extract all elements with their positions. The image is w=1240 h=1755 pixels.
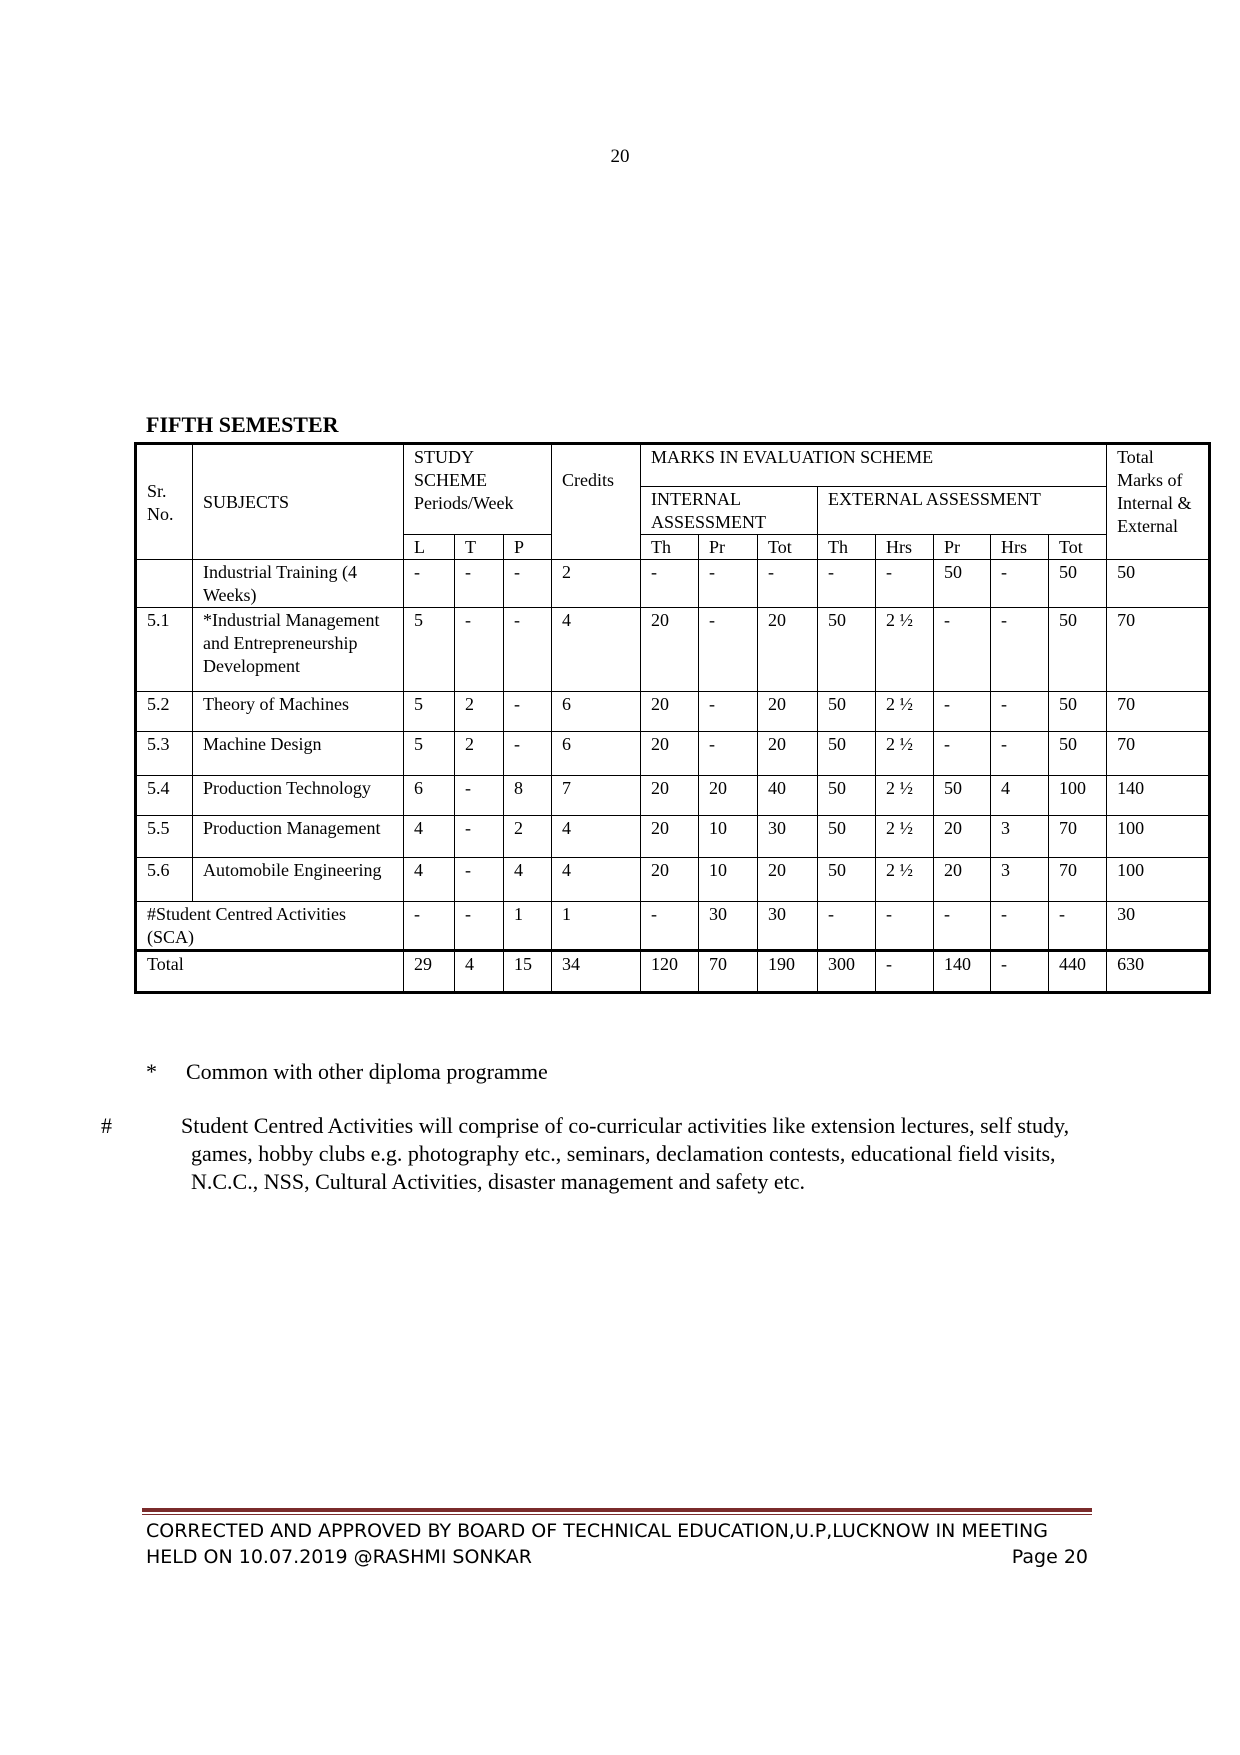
cell-subject: Production Technology bbox=[193, 776, 404, 816]
header-sr-no: Sr. No. bbox=[136, 444, 193, 560]
header-l: L bbox=[404, 535, 455, 560]
cell-int-th: 20 bbox=[641, 858, 699, 902]
cell-int-pr: 10 bbox=[699, 858, 758, 902]
header-p: P bbox=[504, 535, 552, 560]
cell-ext-pr: 140 bbox=[934, 951, 991, 993]
cell-ext-hrs: 2 ½ bbox=[876, 816, 934, 858]
section-title: FIFTH SEMESTER bbox=[146, 412, 339, 437]
cell-credits: 4 bbox=[552, 858, 641, 902]
cell-ext-hrs: 2 ½ bbox=[876, 608, 934, 692]
cell-subject: #Student Centred Activities (SCA) bbox=[136, 902, 404, 951]
cell-ext-th: - bbox=[818, 560, 876, 608]
header-row-1 bbox=[136, 444, 1210, 487]
header-subjects: SUBJECTS bbox=[193, 444, 404, 560]
cell-total: 70 bbox=[1107, 692, 1210, 732]
cell-int-tot: 30 bbox=[758, 902, 818, 951]
cell-l: - bbox=[404, 560, 455, 608]
cell-ext-th: 50 bbox=[818, 858, 876, 902]
cell-int-th: 20 bbox=[641, 608, 699, 692]
cell-ext-tot: 50 bbox=[1049, 732, 1107, 776]
cell-credits: 6 bbox=[552, 692, 641, 732]
cell-subject: Industrial Training (4 Weeks) bbox=[193, 560, 404, 608]
cell-ext-tot: 50 bbox=[1049, 692, 1107, 732]
header-study-scheme: STUDY SCHEME Periods/Week bbox=[404, 444, 552, 535]
cell-p: - bbox=[504, 692, 552, 732]
cell-subject: Theory of Machines bbox=[193, 692, 404, 732]
cell-ext-hrs: 2 ½ bbox=[876, 732, 934, 776]
cell-l: 6 bbox=[404, 776, 455, 816]
cell-ext-hrs: 2 ½ bbox=[876, 858, 934, 902]
cell-credits: 4 bbox=[552, 608, 641, 692]
cell-int-th: 20 bbox=[641, 816, 699, 858]
cell-subject: *Industrial Management and Entrepreneurship Development bbox=[193, 608, 404, 692]
note-text: Common with other diploma programme bbox=[186, 1059, 548, 1084]
cell-int-th: 20 bbox=[641, 776, 699, 816]
cell-ext-th: - bbox=[818, 902, 876, 951]
cell-int-tot: 30 bbox=[758, 816, 818, 858]
cell-int-pr: 30 bbox=[699, 902, 758, 951]
cell-credits: 2 bbox=[552, 560, 641, 608]
cell-sr-no: 5.4 bbox=[136, 776, 193, 816]
cell-int-pr: 70 bbox=[699, 951, 758, 993]
table-row bbox=[136, 608, 1210, 692]
cell-ext-pr-hrs: - bbox=[991, 951, 1049, 993]
cell-sr-no: 5.1 bbox=[136, 608, 193, 692]
cell-l: 5 bbox=[404, 732, 455, 776]
cell-t: - bbox=[455, 858, 504, 902]
cell-total: 70 bbox=[1107, 608, 1210, 692]
cell-p: - bbox=[504, 608, 552, 692]
cell-total: 70 bbox=[1107, 732, 1210, 776]
table-row bbox=[136, 560, 1210, 608]
cell-sr-no: 5.2 bbox=[136, 692, 193, 732]
note-common bbox=[146, 1058, 548, 1086]
cell-ext-pr-hrs: - bbox=[991, 732, 1049, 776]
cell-l: - bbox=[404, 902, 455, 951]
cell-int-th: 20 bbox=[641, 692, 699, 732]
header-int-pr: Pr bbox=[699, 535, 758, 560]
footer-page-label: Page 20 bbox=[1011, 1546, 1088, 1568]
cell-t: - bbox=[455, 560, 504, 608]
cell-ext-pr-hrs: 3 bbox=[991, 816, 1049, 858]
footer-rule bbox=[142, 1508, 1092, 1515]
footer-line-2: HELD ON 10.07.2019 @RASHMI SONKAR bbox=[146, 1546, 532, 1568]
cell-ext-pr-hrs: - bbox=[991, 560, 1049, 608]
cell-sr-no: 5.6 bbox=[136, 858, 193, 902]
cell-total: 50 bbox=[1107, 560, 1210, 608]
cell-int-tot: 20 bbox=[758, 858, 818, 902]
cell-credits: 7 bbox=[552, 776, 641, 816]
cell-ext-th: 50 bbox=[818, 776, 876, 816]
cell-ext-pr: 20 bbox=[934, 858, 991, 902]
cell-sr-no: 5.5 bbox=[136, 816, 193, 858]
cell-p: - bbox=[504, 732, 552, 776]
cell-int-th: 20 bbox=[641, 732, 699, 776]
cell-subject: Machine Design bbox=[193, 732, 404, 776]
cell-ext-th: 50 bbox=[818, 608, 876, 692]
cell-ext-pr-hrs: - bbox=[991, 608, 1049, 692]
cell-p: - bbox=[504, 560, 552, 608]
cell-ext-hrs: - bbox=[876, 951, 934, 993]
cell-t: - bbox=[455, 816, 504, 858]
cell-ext-th: 50 bbox=[818, 692, 876, 732]
cell-ext-tot: 50 bbox=[1049, 560, 1107, 608]
cell-ext-th: 50 bbox=[818, 732, 876, 776]
cell-int-tot: 20 bbox=[758, 732, 818, 776]
table-row bbox=[136, 732, 1210, 776]
cell-int-pr: 20 bbox=[699, 776, 758, 816]
cell-ext-pr: - bbox=[934, 732, 991, 776]
cell-ext-pr: - bbox=[934, 692, 991, 732]
cell-ext-pr-hrs: 3 bbox=[991, 858, 1049, 902]
evaluation-scheme-table bbox=[134, 442, 1211, 994]
header-total-marks: Total Marks of Internal & External bbox=[1107, 444, 1210, 560]
note-sca bbox=[101, 1112, 1086, 1196]
cell-l: 4 bbox=[404, 858, 455, 902]
cell-total-label: Total bbox=[136, 951, 404, 993]
cell-ext-pr: - bbox=[934, 902, 991, 951]
cell-total: 30 bbox=[1107, 902, 1210, 951]
cell-sr-no: 5.3 bbox=[136, 732, 193, 776]
cell-t: 2 bbox=[455, 732, 504, 776]
page-number: 20 bbox=[610, 146, 630, 167]
cell-p: 4 bbox=[504, 858, 552, 902]
cell-ext-tot: 50 bbox=[1049, 608, 1107, 692]
cell-ext-hrs: 2 ½ bbox=[876, 692, 934, 732]
cell-subject: Automobile Engineering bbox=[193, 858, 404, 902]
header-t: T bbox=[455, 535, 504, 560]
cell-l: 4 bbox=[404, 816, 455, 858]
footer-line-1: CORRECTED AND APPROVED BY BOARD OF TECHNICAL EDUCATION,U.P,LUCKNOW IN MEETING bbox=[146, 1520, 1048, 1542]
cell-t: - bbox=[455, 776, 504, 816]
header-ext-th: Th bbox=[818, 535, 876, 560]
cell-int-pr: 10 bbox=[699, 816, 758, 858]
note-symbol: # bbox=[101, 1113, 112, 1138]
cell-int-pr: - bbox=[699, 732, 758, 776]
cell-credits: 4 bbox=[552, 816, 641, 858]
cell-ext-tot: - bbox=[1049, 902, 1107, 951]
sca-row bbox=[136, 902, 1210, 951]
cell-int-pr: - bbox=[699, 692, 758, 732]
cell-int-th: 120 bbox=[641, 951, 699, 993]
cell-int-th: - bbox=[641, 902, 699, 951]
cell-ext-hrs: - bbox=[876, 560, 934, 608]
cell-credits: 6 bbox=[552, 732, 641, 776]
cell-p: 15 bbox=[504, 951, 552, 993]
footer bbox=[146, 1518, 1088, 1570]
table-row bbox=[136, 858, 1210, 902]
cell-total: 100 bbox=[1107, 816, 1210, 858]
header-int-tot: Tot bbox=[758, 535, 818, 560]
cell-p: 1 bbox=[504, 902, 552, 951]
cell-t: - bbox=[455, 608, 504, 692]
table-row bbox=[136, 692, 1210, 732]
cell-ext-pr: 50 bbox=[934, 776, 991, 816]
cell-total: 100 bbox=[1107, 858, 1210, 902]
cell-t: 2 bbox=[455, 692, 504, 732]
header-external-assessment: EXTERNAL ASSESSMENT bbox=[818, 487, 1107, 535]
total-row bbox=[136, 951, 1210, 993]
table-row bbox=[136, 776, 1210, 816]
cell-ext-th: 50 bbox=[818, 816, 876, 858]
note-text: Student Centred Activities will comprise of co-curricular activities like extension lectures, self study, games, hobby clubs e.g. photography etc., seminars, declamation contests, educational field visits, N.C.C., NSS, Cultural Activities, disaster management and safety etc. bbox=[181, 1113, 1070, 1194]
cell-ext-pr: - bbox=[934, 608, 991, 692]
cell-ext-hrs: - bbox=[876, 902, 934, 951]
header-internal-assessment: INTERNAL ASSESSMENT bbox=[641, 487, 818, 535]
header-ext-tot: Tot bbox=[1049, 535, 1107, 560]
header-ext-pr-hrs: Hrs bbox=[991, 535, 1049, 560]
cell-total: 140 bbox=[1107, 776, 1210, 816]
header-ext-hrs: Hrs bbox=[876, 535, 934, 560]
cell-int-tot: 20 bbox=[758, 608, 818, 692]
cell-p: 8 bbox=[504, 776, 552, 816]
cell-ext-pr-hrs: 4 bbox=[991, 776, 1049, 816]
cell-ext-tot: 70 bbox=[1049, 858, 1107, 902]
cell-l: 5 bbox=[404, 608, 455, 692]
cell-int-pr: - bbox=[699, 608, 758, 692]
cell-t: - bbox=[455, 902, 504, 951]
table-row bbox=[136, 816, 1210, 858]
cell-sr-no bbox=[136, 560, 193, 608]
cell-subject: Production Management bbox=[193, 816, 404, 858]
cell-credits: 1 bbox=[552, 902, 641, 951]
cell-ext-pr: 20 bbox=[934, 816, 991, 858]
cell-p: 2 bbox=[504, 816, 552, 858]
note-symbol: * bbox=[146, 1059, 157, 1084]
cell-total: 630 bbox=[1107, 951, 1210, 993]
cell-ext-th: 300 bbox=[818, 951, 876, 993]
cell-int-tot: - bbox=[758, 560, 818, 608]
table-body bbox=[136, 444, 1210, 993]
cell-int-pr: - bbox=[699, 560, 758, 608]
cell-ext-tot: 100 bbox=[1049, 776, 1107, 816]
cell-l: 5 bbox=[404, 692, 455, 732]
cell-ext-tot: 70 bbox=[1049, 816, 1107, 858]
header-ext-pr: Pr bbox=[934, 535, 991, 560]
cell-t: 4 bbox=[455, 951, 504, 993]
cell-int-tot: 20 bbox=[758, 692, 818, 732]
header-int-th: Th bbox=[641, 535, 699, 560]
cell-int-tot: 190 bbox=[758, 951, 818, 993]
cell-credits: 34 bbox=[552, 951, 641, 993]
cell-ext-pr: 50 bbox=[934, 560, 991, 608]
header-marks-evaluation: MARKS IN EVALUATION SCHEME bbox=[641, 444, 1107, 487]
cell-ext-pr-hrs: - bbox=[991, 902, 1049, 951]
cell-ext-hrs: 2 ½ bbox=[876, 776, 934, 816]
cell-l: 29 bbox=[404, 951, 455, 993]
cell-int-th: - bbox=[641, 560, 699, 608]
header-credits: Credits bbox=[552, 444, 641, 560]
cell-ext-tot: 440 bbox=[1049, 951, 1107, 993]
cell-int-tot: 40 bbox=[758, 776, 818, 816]
cell-ext-pr-hrs: - bbox=[991, 692, 1049, 732]
